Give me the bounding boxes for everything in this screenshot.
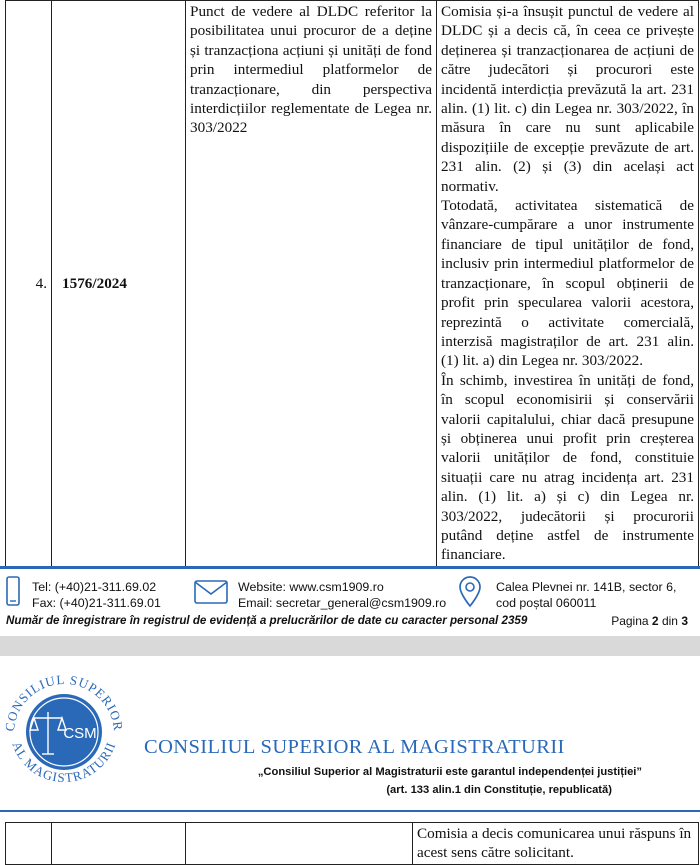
location-pin-icon [458,576,482,613]
motto: „Consiliul Superior al Magistraturii este garantul independenței justiției” [257,766,642,778]
row-number: 4. [6,1,52,567]
csm-logo [0,666,128,801]
table-row [6,823,699,865]
decisions-table [5,0,699,567]
logo-arc-bottom: AL MAGISTRATURII [9,739,119,786]
footer-website[interactable]: Website: www.csm1909.ro [238,580,384,594]
footer-tel: Tel: (+40)21-311.69.02 [32,580,157,594]
registry-number: 2359 [501,614,528,627]
phone-icon [6,576,20,611]
decision-paragraph: Totodată, activitatea sistematică de vânzare-cumpărare a unor instrumente financiare de tipul unităților de fond, inclusiv prin intermediul platformelor de tranzacționare, în scopul obținerii de profit prin specularea valorii acestora, reprezintă o activitate comercială, interzisă magistraților de art. 231 alin. (1) lit. a) din Legea nr. 303/2022. [441,197,694,370]
logo-center-text: CSM [63,725,97,742]
envelope-icon [194,580,228,609]
page-break [0,636,700,656]
commission-decision [437,1,699,567]
footer-email[interactable]: Email: secretar_general@csm1909.ro [238,596,447,610]
footer-divider [0,566,700,569]
table-row [6,1,699,567]
motto-reference: (art. 133 alin.1 din Constituție, republicată) [386,784,612,796]
page-footer [0,570,700,634]
registry-note: Număr de înregistrare în registrul de evidență a prelucrărilor de date cu caracter personal 2359 [6,614,528,627]
page-header [0,656,700,806]
registration-number: 1576/2024 [52,1,186,567]
decisions-table-continued [5,822,699,865]
decision-paragraph: În schimb, investirea în unități de fond, în scopul economisirii și conservării valorii capitalului, chiar dacă presupune și obținerea unui profit prin creșterea valorii unităților de fond, constituie situații care nu atrag incidența art. 231 alin. (1) lit. a) și c) din Legea nr. 303/2022, judecătorii și procurorii putând deține astfel de instrumente financiare. [441,371,694,564]
footer-fax: Fax: (+40)21-311.69.01 [32,596,161,610]
request-subject: Punct de vedere al DLDC referitor la posibilitatea unui procuror de a deține și tranzacționa acțiuni și unități de fond prin intermediul platformelor de tranzacționare, din perspectiva interdicțiilor reglementate de Legea nr. 303/2022 [186,1,437,567]
header-divider [0,810,700,812]
footer-address: Calea Plevnei nr. 141B, sector 6, [496,580,677,594]
continuation-decision: Comisia a decis comunicarea unui răspuns în acest sens către solicitant. [413,823,699,865]
page-number: Pagina 2 din 3 [611,614,688,628]
footer-postal-code: cod poștal 060011 [496,596,597,610]
decision-paragraph: Comisia și-a însușit punctul de vedere al DLDC și a decis că, în ceea ce privește deținerea și tranzacționarea de acțiuni de către judecători și procurori este incidentă interdicția prevăzută la art. 231 alin. (1) lit. c) din Legea nr. 303/2022, în măsura în care nu sunt aplicabile dispozițiile de excepție prevăzute de art. 231 alin. (2) și (3) din același act normativ. [441,3,694,195]
logo-arc-top: CONSILIUL SUPERIOR [1,671,127,733]
organization-name: CONSILIUL SUPERIOR AL MAGISTRATURII [144,736,565,758]
